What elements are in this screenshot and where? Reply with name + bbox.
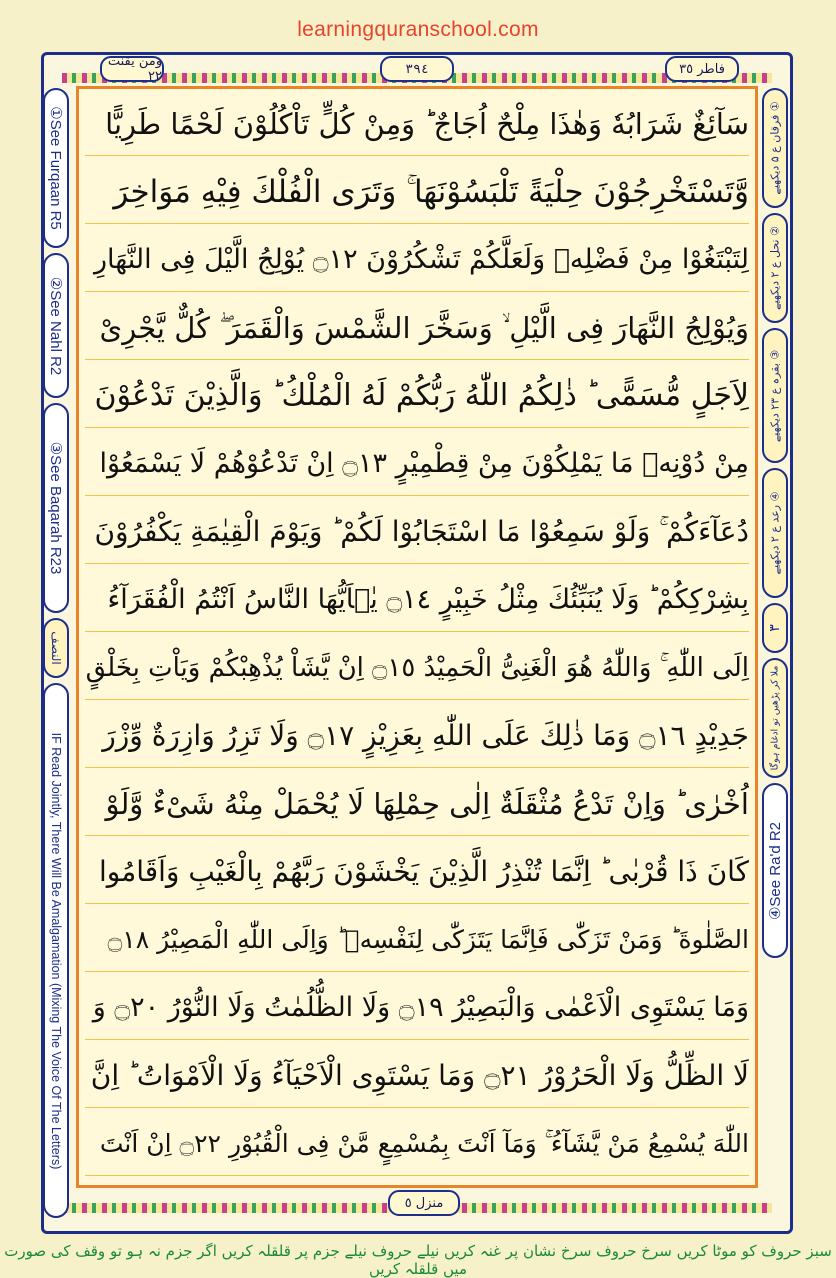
- right-note-4-text: ④ رعد ع ۲ دیکھیے: [768, 491, 782, 575]
- left-note-1: [43, 88, 69, 248]
- right-note-1: [762, 88, 788, 208]
- verse-line: لِتَبْتَغُوْا مِنْ فَضْلِهٖ وَلَعَلَّكُمْ تَشْكُرُوْنَ ۝١٢ يُوْلِجُ الَّيْلَ فِى النَّهَارِ: [85, 229, 749, 292]
- left-note-4: [43, 618, 69, 678]
- verse-line: لَا الظِّلُّ وَلَا الْحَرُوْرُ ۝٢١ وَمَا يَسْتَوِى الْاَحْيَآءُ وَلَا الْاَمْوَاتُ ؕ اِنَّ: [85, 1045, 749, 1108]
- right-note-6-text: ④See Ra'd R2: [767, 821, 784, 920]
- right-note-4: [762, 468, 788, 598]
- verse-line: بِشِرْكِكُمْ ؕ وَلَا يُنَبِّئُكَ مِثْلُ خَبِيْرٍ ۝١٤ يٰۤاَيُّهَا النَّاسُ اَنْتُمُ الْفُقَرَآءُ: [85, 569, 749, 632]
- manzil-label: منزل ٥: [388, 1190, 460, 1216]
- right-note-3-text: ③ بقرہ ع ۲۳ دیکھیے: [768, 349, 782, 442]
- left-note-3-text: ③See Baqarah R23: [47, 441, 64, 575]
- right-margin: [762, 88, 792, 1218]
- ruku-marker: [762, 603, 788, 653]
- left-note-5-text: IF Read Jointly, There Will Be Amalgamation (Mixing The Voice Of The Letters): [49, 732, 63, 1169]
- right-note-3: [762, 328, 788, 463]
- verse-line: وَّتَسْتَخْرِجُوْنَ حِلْيَةً تَلْبَسُوْنَهَا ۚ وَتَرَى الْفُلْكَ فِيْهِ مَوَاخِرَ: [85, 161, 749, 224]
- verse-line: مِنْ دُوْنِهٖ مَا يَمْلِكُوْنَ مِنْ قِطْمِيْرٍ ۝١٣ اِنْ تَدْعُوْهُمْ لَا يَسْمَعُوْا: [85, 433, 749, 496]
- verse-line: اِلَى اللّٰهِ ۚ وَاللّٰهُ هُوَ الْغَنِىُّ الْحَمِيْدُ ۝١٥ اِنْ يَّشَاْ يُذْهِبْكُمْ وَيَاْتِ بِخَلْقٍ: [85, 637, 749, 700]
- site-url: learningquranschool.com: [297, 18, 539, 41]
- verse-line: كَانَ ذَا قُرْبٰى ؕ اِنَّمَا تُنْذِرُ الَّذِيْنَ يَخْشَوْنَ رَبَّهُمْ بِالْغَيْبِ وَاَقَامُوا: [85, 841, 749, 904]
- verse-line: اُخْرٰى ؕ وَاِنْ تَدْعُ مُثْقَلَةٌ اِلٰى حِمْلِهَا لَا يُحْمَلْ مِنْهُ شَىْءٌ وَّلَوْ: [85, 773, 749, 836]
- verse-line: جَدِيْدٍ ۝١٦ وَمَا ذٰلِكَ عَلَى اللّٰهِ بِعَزِيْزٍ ۝١٧ وَلَا تَزِرُ وَازِرَةٌ وِّزْرَ: [85, 705, 749, 768]
- right-note-2: [762, 213, 788, 323]
- right-note-1-text: ① فرقان ع ۵ دیکھیے: [768, 101, 782, 195]
- left-margin: [43, 88, 71, 1218]
- page-header: [60, 56, 778, 82]
- right-note-5: [762, 658, 788, 778]
- verse-line: الصَّلٰوةَ ؕ وَمَنْ تَزَكّٰى فَاِنَّمَا يَتَزَكّٰى لِنَفْسِهٖ ؕ وَاِلَى اللّٰهِ الْمَصِيْرُ ۝١٨: [85, 909, 749, 972]
- surah-label: فاطر ٣٥: [665, 56, 739, 82]
- verse-line: سَآئِغٌ شَرَابُهٗ وَهٰذَا مِلْحٌ اُجَاجٌ ؕ وَمِنْ كُلٍّ تَاْكُلُوْنَ لَحْمًا طَرِيًّا: [85, 93, 749, 156]
- verse-line: وَمَا يَسْتَوِى الْاَعْمٰى وَالْبَصِيْرُ ۝١٩ وَلَا الظُّلُمٰتُ وَلَا النُّوْرُ ۝٢٠ وَ: [85, 977, 749, 1040]
- verse-line: اللّٰهَ يُسْمِعُ مَنْ يَّشَآءُ ۚ وَمَآ اَنْتَ بِمُسْمِعٍ مَّنْ فِى الْقُبُوْرِ ۝٢٢ اِنْ اَنْتَ: [85, 1113, 749, 1176]
- left-note-1-text: ①See Furqaan R5: [47, 106, 64, 230]
- verse-line: لِاَجَلٍ مُّسَمًّى ؕ ذٰلِكُمُ اللّٰهُ رَبُّكُمْ لَهُ الْمُلْكُ ؕ وَالَّذِيْنَ تَدْعُوْنَ: [85, 365, 749, 428]
- left-note-2: [43, 253, 69, 398]
- right-note-2-text: ② نحل ع ۲ دیکھیے: [768, 226, 782, 310]
- left-note-3: [43, 403, 69, 613]
- left-note-2-text: ②See Nahl R2: [47, 276, 64, 375]
- page-number: ٣٩٤: [380, 56, 454, 82]
- verse-line: دُعَآءَكُمْ ۚ وَلَوْ سَمِعُوْا مَا اسْتَجَابُوْا لَكُمْ ؕ وَيَوْمَ الْقِيٰمَةِ يَكْفُرُوْنَ: [85, 501, 749, 564]
- tajweed-note: سبز حروف کو موٹا کریں سرخ حروف سرخ نشان پر غنہ کریں نیلے حروف نیلے جزم پر قلقلہ کریں اگر جزم نہ ہو تو وقف کی صورت میں قلقلہ کریں: [4, 1242, 832, 1278]
- ruku-marker-text: ۳: [767, 624, 783, 632]
- verse-line: وَيُوْلِجُ النَّهَارَ فِى الَّيْلِ ۙ وَسَخَّرَ الشَّمْسَ وَالْقَمَرَ ۖ كُلٌّ يَّجْرِىْ: [85, 297, 749, 360]
- right-note-5-text: ملا کر پڑھیں تو ادغام ہوگا: [769, 665, 781, 771]
- left-note-4-text: النصف: [49, 631, 63, 665]
- quran-text-panel: [76, 86, 758, 1188]
- juz-label: ومن يقنت ٢٢: [100, 56, 164, 82]
- right-note-6: [762, 783, 788, 958]
- left-note-5: [43, 683, 69, 1218]
